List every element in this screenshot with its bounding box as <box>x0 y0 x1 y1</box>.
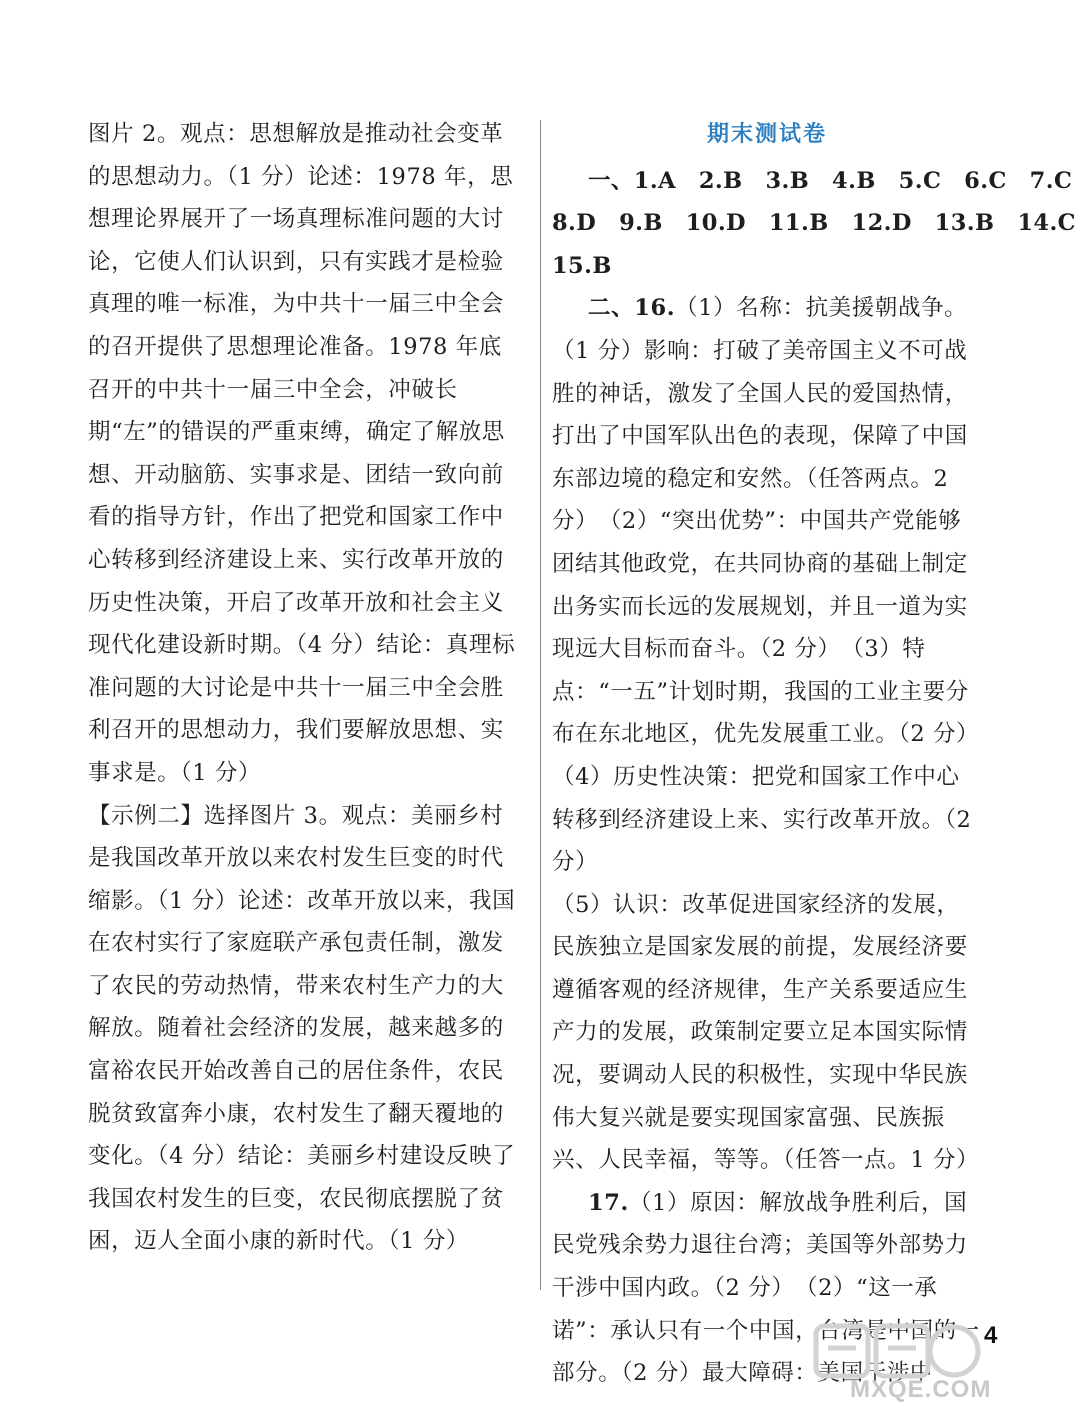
choice-answers-row: 8.D 9.B 10.D 11.B 12.D 13.B 14.C <box>552 210 1076 237</box>
answer-text: （1）原因：解放战争胜利后，国民党残余势力退往台湾；美国等外部势力干涉中国内政。（2 分） （2）“这一承诺”：承认只有一个中国，台湾是中国的一部分。（2 分）最大障碍：美国干涉中 <box>552 1189 980 1387</box>
left-column <box>88 113 520 1263</box>
right-column <box>552 113 1076 1395</box>
choice-answers-row: 15.B <box>552 252 612 279</box>
question-16-answer <box>552 287 992 883</box>
answer-paragraph: 图片 2。观点：思想解放是推动社会变革的思想动力。（1 分）论述：1978 年，思想理论界展开了一场真理标准问题的大讨论，它使人们认识到，只有实践才是检验真理的唯一标准，为中共十一届三中全会的召开提供了思想理论准备。1978 年底召开的中共十一届三中全会，冲破长期“左”的错误的严重束缚，确定了解放思想、开动脑筋、实事求是、团结一致向前看的指导方针，作出了把党和国家工作中心转移到经济建设上来、实行改革开放的历史性决策，开启了改革开放和社会主义现代化建设新时期。（4 分）结论：真理标准问题的大讨论是中共十一届三中全会胜利召开的思想动力，我们要解放思想、实事求是。（1 分） <box>88 121 516 786</box>
column-divider <box>540 120 541 1290</box>
section-heading: 期末测试卷 <box>706 121 827 147</box>
choice-answers-row: 一、1.A 2.B 3.B 4.B 5.C 6.C 7.C <box>588 167 1073 194</box>
question-number: 17. <box>588 1189 629 1216</box>
answer-text: （1）名称：抗美援朝战争。（1 分）影响：打破了美帝国主义不可战胜的神话，激发了全国人民的爱国热情，打出了中国军队出色的表现，保障了中国东部边境的稳定和安然。（任答两点。2 分） （2）“突出优势”：中国共产党能够团结其他政党，在共同协商的基础上制定出务实而长远的发展规划，并且一道为实现远大目标而奋斗。（2 分） （3）特点：“一五”计划时期，我国的工业主要分布在东北地区，优先发展重工业。（2 分） （4）历史性决策：把党和国家工作中心转移到经济建设上来、实行改革开放。（2 分） <box>552 295 992 876</box>
answer-paragraph: 【示例二】选择图片 3。观点：美丽乡村是我国改革开放以来农村发生巨变的时代缩影。（1 分）论述：改革开放以来，我国在农村实行了家庭联产承包责任制，激发了农民的劳动热情，带来农村生产力的大解放。随着社会经济的发展，越来越多的富裕农民开始改善自己的居住条件，农民脱贫致富奔小康，农村发生了翻天覆地的变化。（4 分）结论：美丽乡村建设反映了我国农村发生的巨变，农民彻底摆脱了贫困，迈人全面小康的新时代。（1 分） <box>88 802 516 1255</box>
question-number: 二、16. <box>588 295 676 322</box>
watermark-site: MXQE.COM <box>850 1376 992 1403</box>
page-number: 4 <box>984 1322 998 1349</box>
question-16-answer-part5: （5）认识：改革促进国家经济的发展，民族独立是国家发展的前提，发展经济要遵循客观的经济规律，生产关系要适应生产力的发展，政策制定要立足本国实际情况，要调动人民的积极性，实现中华民族伟大复兴就是要实现国家富强、民族振兴、人民幸福，等等。（任答一点。1 分） <box>552 891 980 1174</box>
